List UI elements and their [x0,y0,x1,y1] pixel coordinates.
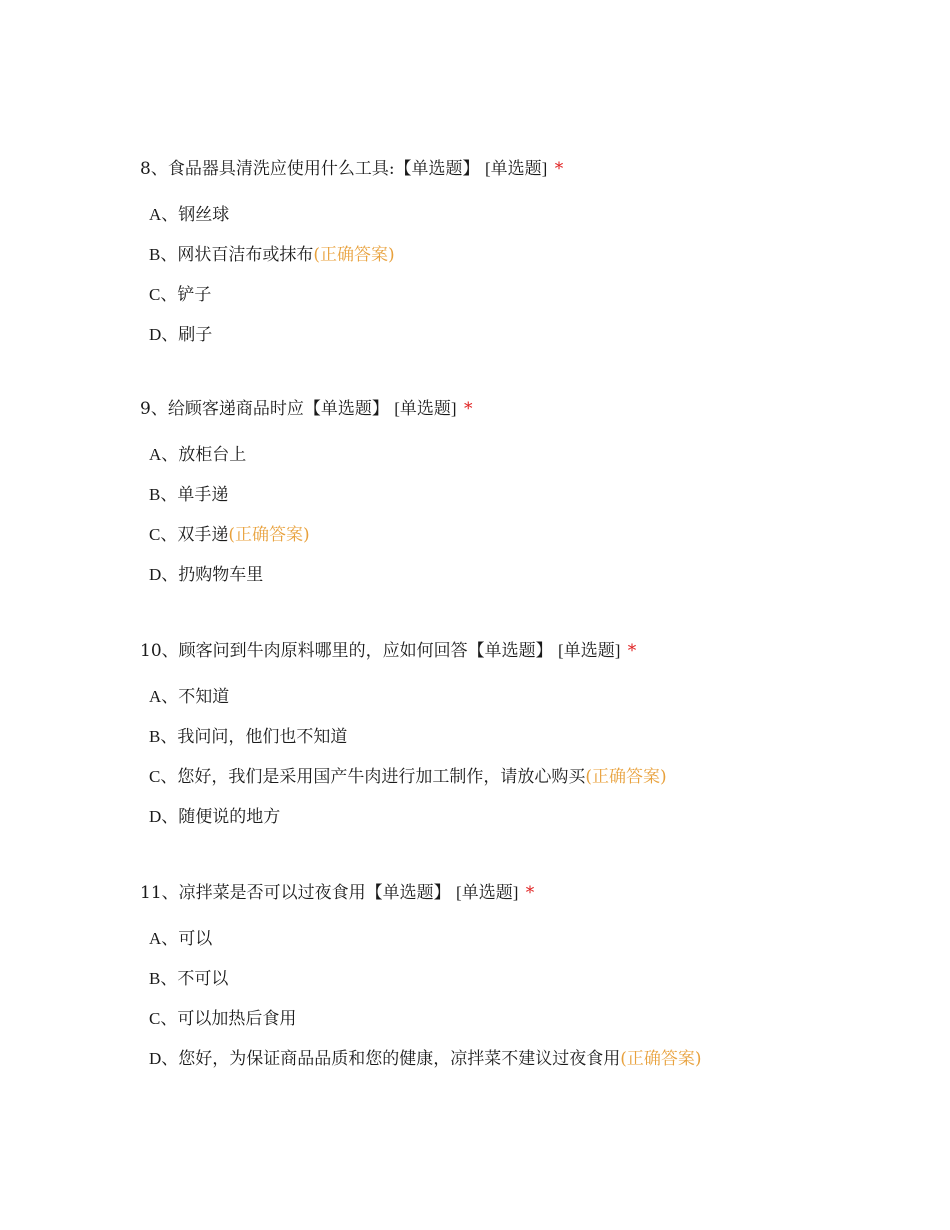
required-mark: * [554,159,564,179]
required-mark: * [627,641,637,661]
option-letter: C [149,285,161,304]
option-list [140,928,900,1070]
option-letter: D [149,807,162,826]
question-type-label: [单选题] [484,159,548,178]
required-mark: * [525,883,535,903]
option-d[interactable]: D、刷子 [149,325,213,345]
option-c[interactable]: C、铲子 [149,285,212,305]
option-a[interactable]: A、放柜台上 [149,445,247,465]
question-number: 9 [140,399,151,419]
option-d[interactable]: D、您好，为保证商品品质和您的健康，凉拌菜不建议过夜食用(正确答案) [149,1049,702,1069]
option-letter: A [149,205,162,224]
option-c[interactable]: C、您好，我们是采用国产牛肉进行加工制作，请放心购买(正确答案) [149,767,667,787]
option-letter: C [149,767,161,786]
required-mark: * [463,399,473,419]
question-title: 11、凉拌菜是否可以过夜食用【单选题】 [单选题] * [140,883,535,903]
option-text: 您好，为保证商品品质和您的健康，凉拌菜不建议过夜食用 [178,1049,621,1069]
question-11 [140,882,900,1088]
option-text: 钢丝球 [178,205,230,225]
option-text: 您好，我们是采用国产牛肉进行加工制作，请放心购买 [177,767,586,787]
option-c[interactable]: C、双手递(正确答案) [149,525,310,545]
option-text: 双手递 [177,525,229,545]
option-text: 网状百洁布或抹布 [177,245,314,265]
option-letter: B [149,245,161,264]
question-number: 8 [140,159,151,179]
question-type-label: [单选题] [558,641,621,660]
question-title: 10、顾客问到牛肉原料哪里的，应如何回答【单选题】 [单选题] * [140,641,637,661]
option-text: 刷子 [178,325,213,345]
option-letter: A [149,929,162,948]
option-letter: A [149,445,162,464]
question-text: 凉拌菜是否可以过夜食用【单选题】 [178,883,451,903]
option-a[interactable]: A、可以 [149,929,213,949]
correct-answer-label: (正确答案) [313,245,395,265]
question-text: 给顾客递商品时应【单选题】 [167,399,389,419]
option-list [140,204,900,346]
option-b[interactable]: B、单手递 [149,485,229,505]
option-text: 不可以 [177,969,229,989]
option-text: 可以加热后食用 [177,1009,297,1029]
option-a[interactable]: A、不知道 [149,687,230,707]
correct-answer-label: (正确答案) [620,1049,702,1069]
option-text: 放柜台上 [178,445,247,465]
question-title: 8、食品器具清洗应使用什么工具:【单选题】 [单选题] * [140,159,564,179]
option-letter: D [149,1049,162,1068]
option-b[interactable]: B、我问问，他们也不知道 [149,727,348,747]
option-letter: B [149,485,161,504]
correct-answer-label: (正确答案) [585,767,667,787]
question-text: 顾客问到牛肉原料哪里的，应如何回答【单选题】 [178,641,553,661]
option-text: 随便说的地方 [178,807,281,827]
question-9 [140,398,900,604]
option-list [140,686,900,828]
option-d[interactable]: D、扔购物车里 [149,565,264,585]
option-b[interactable]: B、网状百洁布或抹布(正确答案) [149,245,395,265]
option-text: 铲子 [177,285,212,305]
option-letter: A [149,687,162,706]
question-8 [140,158,900,364]
option-text: 扔购物车里 [178,565,264,585]
option-b[interactable]: B、不可以 [149,969,229,989]
option-letter: B [149,727,161,746]
question-number: 11 [140,883,162,903]
option-c[interactable]: C、可以加热后食用 [149,1009,297,1029]
option-text: 可以 [178,929,213,949]
question-number: 10 [140,641,162,661]
option-text: 我问问，他们也不知道 [177,727,348,747]
correct-answer-label: (正确答案) [228,525,310,545]
option-letter: B [149,969,161,988]
option-letter: C [149,1009,161,1028]
option-text: 单手递 [177,485,229,505]
option-letter: C [149,525,161,544]
option-text: 不知道 [178,687,230,707]
question-type-label: [单选题] [456,883,519,902]
question-type-label: [单选题] [394,399,457,418]
option-a[interactable]: A、钢丝球 [149,205,230,225]
option-letter: D [149,565,162,584]
option-d[interactable]: D、随便说的地方 [149,807,281,827]
question-10 [140,640,900,846]
option-list [140,444,900,586]
question-text: 食品器具清洗应使用什么工具:【单选题】 [167,159,480,179]
option-letter: D [149,325,162,344]
question-title: 9、给顾客递商品时应【单选题】 [单选题] * [140,399,473,419]
